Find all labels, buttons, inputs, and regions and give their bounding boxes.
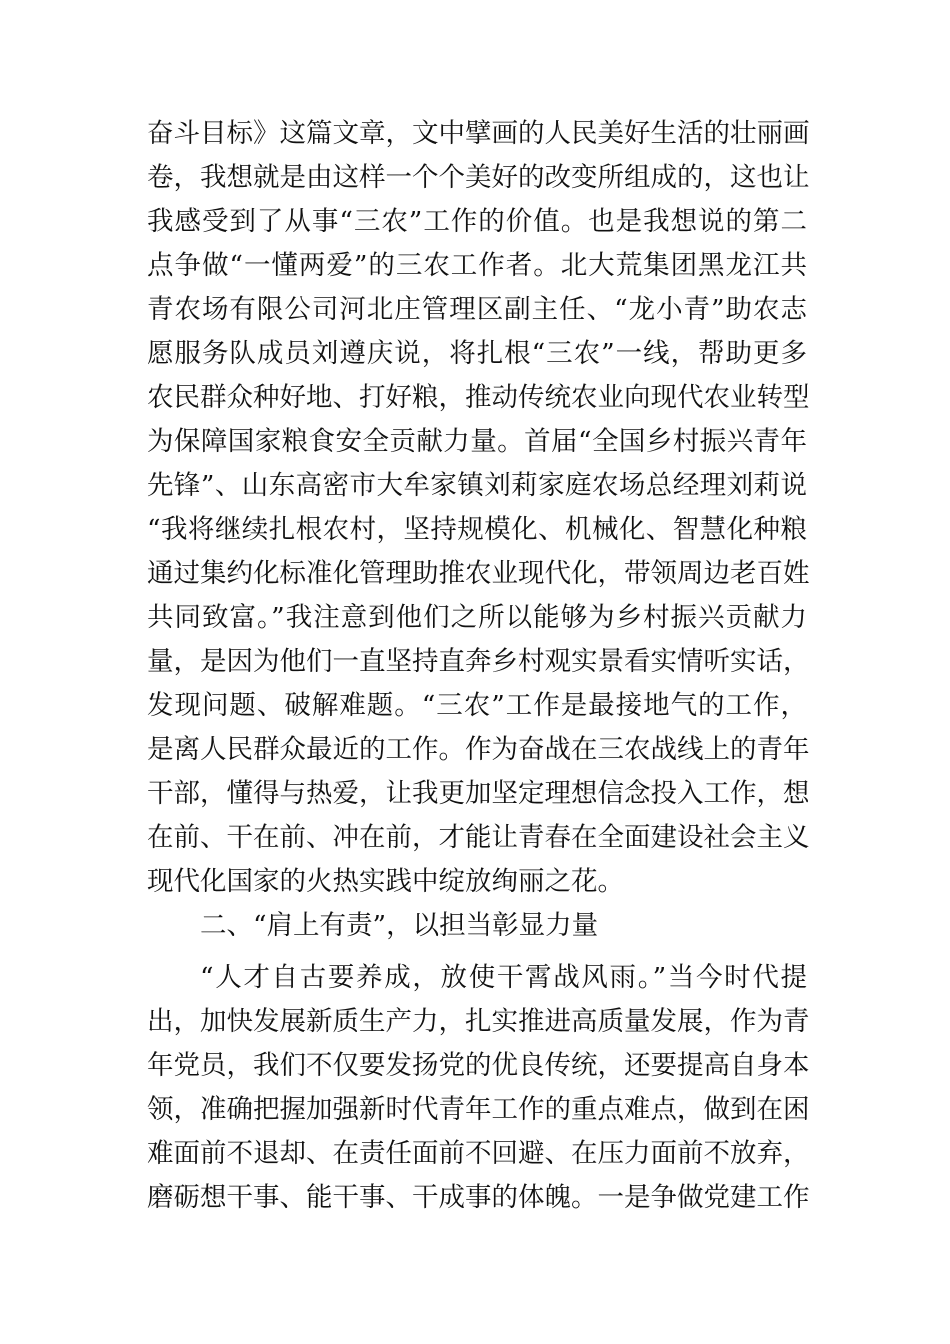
- body-text-line: 发现问题、破解难题。“三农”工作是最接地气的工作，: [147, 690, 807, 721]
- body-text-line: 出，加快发展新质生产力，扎实推进高质量发展，作为青: [147, 1006, 810, 1037]
- body-text-line: 是离人民群众最近的工作。作为奋战在三农战线上的青年: [147, 734, 810, 765]
- body-text-line: 奋斗目标》这篇文章，文中擘画的人民美好生活的壮丽画: [147, 118, 810, 149]
- body-text-line: 难面前不退却、在责任面前不回避、在压力面前不放弃，: [147, 1138, 810, 1169]
- body-text-line: “我将继续扎根农村，坚持规模化、机械化、智慧化种粮: [147, 514, 807, 545]
- body-text-line: 现代化国家的火热实践中绽放绚丽之花。: [147, 866, 624, 897]
- body-text-line: 共同致富。”我注意到他们之所以能够为乡村振兴贡献力: [147, 602, 807, 633]
- body-text-line: 年党员，我们不仅要发扬党的优良传统，还要提高自身本: [147, 1050, 810, 1081]
- body-text-line: 磨砺想干事、能干事、干成事的体魄。一是争做党建工作: [147, 1182, 810, 1213]
- body-text-line: 领，准确把握加强新时代青年工作的重点难点，做到在困: [147, 1094, 810, 1125]
- section-heading: 二、“肩上有责”，以担当彰显力量: [200, 910, 599, 941]
- body-text-line: 在前、干在前、冲在前，才能让青春在全面建设社会主义: [147, 822, 810, 853]
- body-text-line: 通过集约化标准化管理助推农业现代化，带领周边老百姓: [147, 558, 810, 589]
- body-text-line: 我感受到了从事“三农”工作的价值。也是我想说的第二: [147, 206, 807, 237]
- body-text-line: “人才自古要养成，放使干霄战风雨。”当今时代提: [200, 962, 807, 993]
- body-text-line: 青农场有限公司河北庄管理区副主任、“龙小青”助农志: [147, 294, 807, 325]
- body-text-line: 量，是因为他们一直坚持直奔乡村观实景看实情听实话，: [147, 646, 810, 677]
- body-text-line: 卷，我想就是由这样一个个美好的改变所组成的，这也让: [147, 162, 810, 193]
- body-text-line: 先锋”、山东高密市大牟家镇刘莉家庭农场总经理刘莉说: [147, 470, 807, 501]
- body-text-line: 农民群众种好地、打好粮，推动传统农业向现代农业转型: [147, 382, 810, 413]
- body-text-line: 点争做“一懂两爱”的三农工作者。北大荒集团黑龙江共: [147, 250, 807, 281]
- body-text-line: 愿服务队成员刘遵庆说，将扎根“三农”一线，帮助更多: [147, 338, 807, 369]
- body-text-line: 干部，懂得与热爱，让我更加坚定理想信念投入工作，想: [147, 778, 810, 809]
- body-text-line: 为保障国家粮食安全贡献力量。首届“全国乡村振兴青年: [147, 426, 807, 457]
